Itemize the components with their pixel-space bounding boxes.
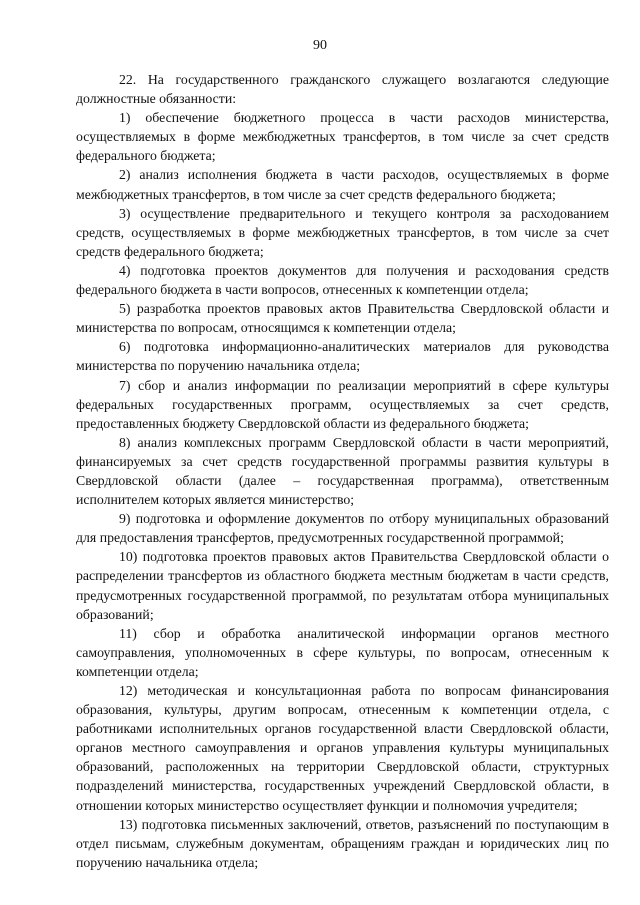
paragraph-duty-11: 11) сбор и обработка аналитической информации органов местного самоуправления, уполномоченных в сфере культуры, по вопросам, отнесенным к компетенции отдела; [76, 625, 609, 679]
paragraph-duty-7: 7) сбор и анализ информации по реализации мероприятий в сфере культуры федеральных государственных программ, осуществляемых за счет средств, предоставленных бюджету Свердловской области из федерального бюджета; [76, 377, 609, 431]
paragraph-duty-10: 10) подготовка проектов правовых актов Правительства Свердловской области о распределении трансфертов из областного бюджета местным бюджетам в части средств, предусмотренных государственной программой, по результатам отбора муниципальных образований; [76, 549, 609, 622]
paragraph-duty-4: 4) подготовка проектов документов для получения и расходования средств федерального бюджета в части вопросов, отнесенных к компетенции отдела; [76, 262, 609, 298]
paragraph-duty-3: 3) осуществление предварительного и текущего контроля за расходованием средств, осуществляемых в форме межбюджетных трансфертов, в том числе за счет средств федерального бюджета; [76, 205, 609, 259]
paragraph-duty-13: 13) подготовка письменных заключений, ответов, разъяснений по поступающим в отдел письмам, служебным документам, обращениям граждан и юридических лиц по поручению начальника отдела; [76, 816, 609, 870]
paragraph-duty-9: 9) подготовка и оформление документов по отбору муниципальных образований для предоставления трансфертов, предусмотренных государственной программой; [76, 511, 609, 546]
paragraph-duty-1: 1) обеспечение бюджетного процесса в части расходов министерства, осуществляемых в форме межбюджетных трансфертов, в том числе за счет средств федерального бюджета; [76, 110, 609, 164]
paragraph-duty-6: 6) подготовка информационно-аналитических материалов для руководства министерства по поручению начальника отдела; [76, 339, 609, 374]
paragraph-duty-2: 2) анализ исполнения бюджета в части расходов, осуществляемых в форме межбюджетных трансфертов, в том числе за счет средств федерального бюджета; [76, 167, 609, 202]
paragraph-duty-5: 5) разработка проектов правовых актов Правительства Свердловской области и министерства по вопросам, относящимся к компетенции отдела; [76, 301, 609, 336]
document-body [76, 70, 609, 872]
paragraph-duty-12: 12) методическая и консультационная работа по вопросам финансирования образования, культуры, другим вопросам, отнесенным к компетенции отдела, с работниками исполнительных органов государственной власти Свердловской области, органов местного самоуправления и органов управления культуры муниципальных образований, расположенных на территории Свердловской области, структурных подразделений министерства, государственных учреждений Свердловской области, в отношении которых министерство осуществляет функции и полномочия учредителя; [76, 683, 609, 813]
paragraph-duty-8: 8) анализ комплексных программ Свердловской области в части мероприятий, финансируемых за счет средств государственной программы развития культуры в Свердловской области (далее – государственная программа), ответственным исполнителем которых является министерство; [76, 434, 609, 508]
paragraph-duties-intro: 22. На государственного гражданского служащего возлагаются следующие должностные обязанности: [76, 72, 609, 107]
page-number: 90 [313, 38, 327, 53]
